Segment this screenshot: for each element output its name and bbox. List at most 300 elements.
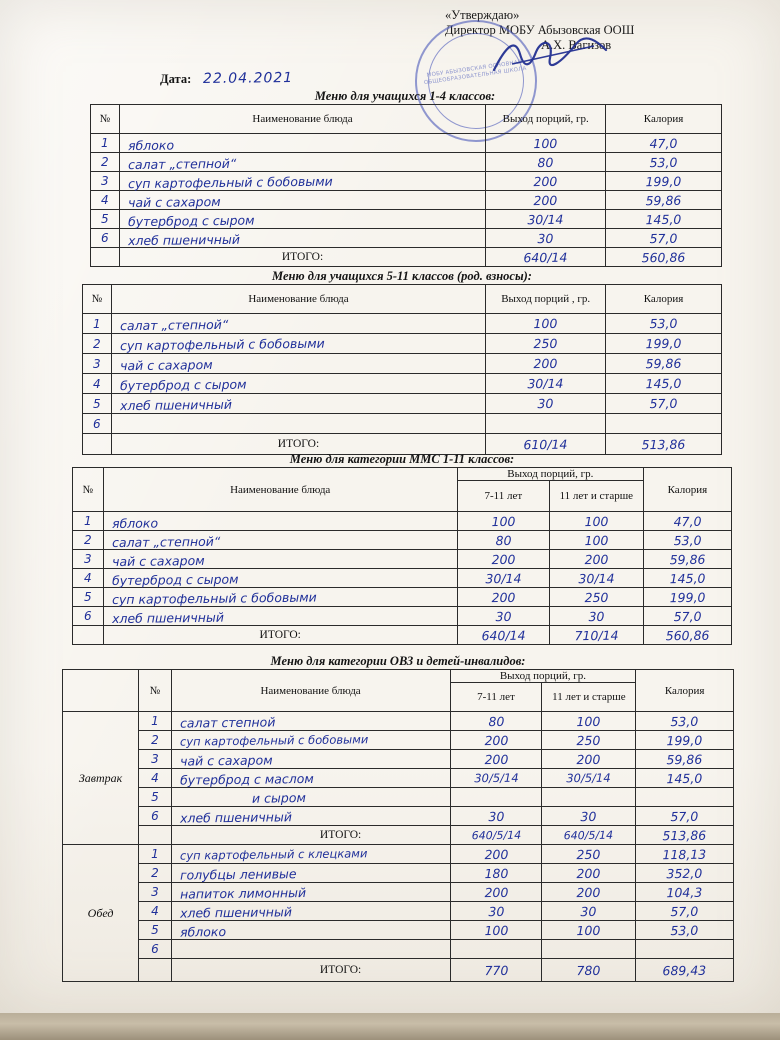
cell-out-text: 30 xyxy=(537,230,554,246)
cell-cal-text: 57,0 xyxy=(649,230,678,246)
cell-dish xyxy=(119,153,486,172)
cell-empty xyxy=(91,248,120,267)
cell-out-1 xyxy=(450,883,542,902)
subcol-11-plus: 11 лет и старше xyxy=(542,683,636,712)
cell-out1-text: 30/14 xyxy=(485,570,522,586)
cell-out-2 xyxy=(542,788,636,807)
cell-no: 6 xyxy=(139,940,171,959)
cell-cal xyxy=(636,750,734,769)
table-4-header-row-1 xyxy=(63,670,734,683)
col-dish: Наименование блюда xyxy=(103,468,457,512)
cell-out-2 xyxy=(542,807,636,826)
table-2-title: Меню для учащихся 5-11 классов (род. взносы): xyxy=(272,269,532,283)
cell-out2-text: 100 xyxy=(584,513,609,529)
col-cal: Калория xyxy=(643,468,731,512)
cell-no: 6 xyxy=(83,414,112,434)
cell-out2-text: 30 xyxy=(580,808,597,824)
approval-line-1: «Утверждаю» xyxy=(445,8,520,22)
total-out-text: 610/14 xyxy=(523,436,568,452)
table-row xyxy=(63,712,734,731)
cell-dish xyxy=(111,374,486,394)
cell-out-2 xyxy=(542,750,636,769)
cell-dish-text: и сыром xyxy=(251,789,306,806)
cell-no: 5 xyxy=(139,788,171,807)
subcol-7-11: 7-11 лет xyxy=(450,683,542,712)
cell-out-1 xyxy=(457,531,549,550)
cell-dish xyxy=(119,134,486,153)
cell-cal xyxy=(606,354,722,374)
cell-out-text: 200 xyxy=(533,173,558,189)
cell-out xyxy=(486,191,606,210)
total-out1-text: 640/5/14 xyxy=(471,828,521,842)
cell-out-2 xyxy=(549,512,643,531)
cell-dish-text: чай с сахаром xyxy=(119,357,213,374)
cell-out2-text: 200 xyxy=(576,865,601,881)
table-row xyxy=(63,750,734,769)
total-out-2 xyxy=(549,626,643,645)
cell-dish xyxy=(171,883,450,902)
cell-out1-text: 80 xyxy=(487,713,505,729)
cell-out-text: 80 xyxy=(537,154,554,170)
cell-out-text: 200 xyxy=(533,192,558,208)
cell-out2-text: 250 xyxy=(576,732,601,748)
cell-cal-text: 145,0 xyxy=(666,770,703,786)
cell-cal xyxy=(606,191,722,210)
approval-line-2: Директор МОБУ Абызовская ООШ xyxy=(445,23,635,37)
cell-dish-text: чай с сахаром xyxy=(111,552,205,569)
cell-cal xyxy=(606,172,722,191)
cell-out2-text: 200 xyxy=(576,884,601,900)
cell-out1-text: 30 xyxy=(487,903,505,919)
cell-no: 1 xyxy=(83,314,112,334)
table-row xyxy=(91,191,722,210)
table-total-row xyxy=(73,626,732,645)
cell-out1-text: 30/5/14 xyxy=(473,770,519,786)
cell-out-1 xyxy=(450,940,542,959)
subcol-11-plus: 11 лет и старше xyxy=(549,481,643,512)
cell-dish-text: суп картофельный с бобовыми xyxy=(119,335,325,354)
cell-dish xyxy=(103,531,457,550)
cell-cal-text: 199,0 xyxy=(645,335,682,352)
cell-no: 3 xyxy=(139,883,171,902)
total-out-1 xyxy=(450,826,542,845)
table-row xyxy=(83,374,722,394)
cell-cal-text xyxy=(636,948,733,949)
cell-dish xyxy=(119,191,486,210)
cell-dish xyxy=(171,807,450,826)
cell-out-text: 200 xyxy=(533,355,558,372)
table-row xyxy=(83,314,722,334)
cell-cal-text: 352,0 xyxy=(666,865,703,881)
cell-dish xyxy=(119,229,486,248)
cell-dish-text: бутерброд с сыром xyxy=(119,376,247,394)
total-out-2 xyxy=(542,959,636,982)
table-1-title: Меню для учащихся 1-4 классов: xyxy=(314,89,496,103)
table-row xyxy=(63,845,734,864)
cell-out-2 xyxy=(542,731,636,750)
col-dish: Наименование блюда xyxy=(119,105,486,134)
table-2-header-row xyxy=(83,285,722,314)
cell-cal xyxy=(636,731,734,750)
cell-cal xyxy=(643,550,731,569)
cell-cal-text: 59,86 xyxy=(645,192,682,208)
cell-dish xyxy=(119,210,486,229)
cell-no: 5 xyxy=(73,588,104,607)
cell-no: 1 xyxy=(91,134,120,153)
cell-dish xyxy=(119,172,486,191)
cell-dish xyxy=(111,414,486,434)
cell-cal-text: 199,0 xyxy=(645,173,682,189)
cell-no: 5 xyxy=(139,921,171,940)
cell-dish-text: чай с сахаром xyxy=(179,751,273,769)
cell-cal xyxy=(636,712,734,731)
cell-out-1 xyxy=(450,902,542,921)
cell-cal-text: 104,3 xyxy=(666,884,703,900)
cell-dish-text: яблоко xyxy=(111,514,158,531)
cell-out-1 xyxy=(457,569,549,588)
cell-no: 3 xyxy=(91,172,120,191)
col-cal: Калория xyxy=(606,105,722,134)
table-row xyxy=(83,334,722,354)
total-out1-text: 640/14 xyxy=(481,627,526,643)
total-out-text: 640/14 xyxy=(523,249,568,265)
total-out1-text: 770 xyxy=(483,962,508,978)
table-3-title: Меню для категории ММС 1-11 классов: xyxy=(289,452,515,466)
cell-out1-text: 100 xyxy=(491,513,516,529)
cell-out-2 xyxy=(542,883,636,902)
cell-out1-text: 200 xyxy=(491,589,516,605)
cell-dish-text: яблоко xyxy=(179,923,226,940)
cell-out-text: 30/14 xyxy=(527,375,564,392)
cell-out xyxy=(486,172,606,191)
cell-out1-text: 200 xyxy=(483,884,508,900)
cell-cal xyxy=(606,394,722,414)
cell-out2-text: 30/5/14 xyxy=(566,770,612,786)
signature-icon xyxy=(490,34,610,78)
cell-out xyxy=(486,374,606,394)
cell-out1-text: 80 xyxy=(495,532,512,548)
table-row xyxy=(73,569,732,588)
cell-dish xyxy=(103,550,457,569)
cell-cal xyxy=(606,414,722,434)
cell-dish-text: хлеб пшеничный xyxy=(127,231,240,248)
total-out2-text: 780 xyxy=(576,962,601,978)
cell-out xyxy=(486,210,606,229)
total-out-1 xyxy=(450,959,542,982)
cell-out1-text xyxy=(451,796,542,797)
cell-dish-text: салат степной xyxy=(179,713,276,731)
cell-dish-text: суп картофельный с клецками xyxy=(179,846,368,863)
cell-cal-text: 118,13 xyxy=(662,846,707,862)
table-row xyxy=(63,788,734,807)
cell-empty xyxy=(139,959,171,982)
total-out-2 xyxy=(542,826,636,845)
table-row xyxy=(63,864,734,883)
cell-dish xyxy=(171,940,450,959)
cell-dish xyxy=(171,921,450,940)
table-row xyxy=(73,588,732,607)
cell-cal xyxy=(636,883,734,902)
cell-cal-text: 199,0 xyxy=(666,732,703,748)
total-cal-text: 560,86 xyxy=(641,249,686,265)
cell-out1-text: 200 xyxy=(483,751,508,767)
cell-out-1 xyxy=(450,712,542,731)
col-dish: Наименование блюда xyxy=(171,670,450,712)
cell-out-text xyxy=(486,423,605,424)
total-cal xyxy=(636,959,734,982)
total-cal-text: 689,43 xyxy=(662,962,707,978)
cell-cal-text: 199,0 xyxy=(669,589,706,605)
total-cal-text: 513,86 xyxy=(641,436,686,452)
table-row xyxy=(91,153,722,172)
cell-out-2 xyxy=(542,712,636,731)
cell-no: 1 xyxy=(139,845,171,864)
cell-dish xyxy=(111,314,486,334)
cell-cal xyxy=(636,807,734,826)
cell-dish xyxy=(171,769,450,788)
col-no: № xyxy=(91,105,120,134)
cell-cal-text: 47,0 xyxy=(649,135,678,151)
total-cal-text: 513,86 xyxy=(662,827,707,843)
table-row xyxy=(63,807,734,826)
cell-out xyxy=(486,334,606,354)
col-cal: Калория xyxy=(606,285,722,314)
cell-cal-text: 53,0 xyxy=(673,532,702,548)
cell-cal-text: 53,0 xyxy=(670,713,699,729)
cell-out-2 xyxy=(542,864,636,883)
cell-out-2 xyxy=(542,921,636,940)
cell-no: 6 xyxy=(139,807,171,826)
cell-no: 4 xyxy=(91,191,120,210)
cell-no: 4 xyxy=(139,769,171,788)
table-row xyxy=(73,550,732,569)
cell-dish xyxy=(171,750,450,769)
col-out: Выход порций, гр. xyxy=(486,105,606,134)
total-label: ИТОГО: xyxy=(119,248,486,267)
cell-out-2 xyxy=(542,940,636,959)
cell-out-1 xyxy=(457,588,549,607)
cell-out xyxy=(486,414,606,434)
cell-no: 5 xyxy=(83,394,112,414)
cell-dish-text: хлеб пшеничный xyxy=(119,396,232,414)
cell-cal-text: 57,0 xyxy=(670,808,699,824)
table-total-row xyxy=(91,248,722,267)
cell-out-text: 100 xyxy=(533,315,558,332)
table-total-row xyxy=(63,959,734,982)
cell-out2-text: 100 xyxy=(584,532,609,548)
cell-cal-text: 47,0 xyxy=(673,513,702,529)
table-row xyxy=(73,607,732,626)
cell-cal-text: 53,0 xyxy=(670,922,699,938)
total-label: ИТОГО: xyxy=(111,434,486,455)
total-out xyxy=(486,248,606,267)
cell-no: 3 xyxy=(139,750,171,769)
cell-dish-text: бутерброд с сыром xyxy=(127,212,255,229)
total-cal xyxy=(643,626,731,645)
cell-cal-text: 59,86 xyxy=(666,751,703,767)
cell-out1-text xyxy=(451,948,542,949)
section-label-lunch: Обед xyxy=(63,845,139,982)
cell-out-text: 30 xyxy=(537,395,554,412)
total-label: ИТОГО: xyxy=(103,626,457,645)
cell-dish xyxy=(171,731,450,750)
cell-cal xyxy=(636,921,734,940)
cell-dish-text: салат „степной“ xyxy=(127,155,237,172)
table-1-header-row xyxy=(91,105,722,134)
cell-out2-text: 250 xyxy=(576,846,601,862)
cell-dish-text: бутерброд с маслом xyxy=(179,770,314,788)
cell-out-2 xyxy=(549,607,643,626)
cell-out1-text: 200 xyxy=(483,846,508,862)
approval-line-3: А.Х. Вагизов xyxy=(541,38,612,52)
cell-cal xyxy=(643,531,731,550)
cell-out-text: 30/14 xyxy=(527,211,564,227)
cell-out xyxy=(486,153,606,172)
cell-cal-text: 145,0 xyxy=(645,211,682,227)
table-total-row xyxy=(63,826,734,845)
cell-cal-text: 145,0 xyxy=(645,375,682,392)
table-row xyxy=(73,512,732,531)
cell-cal xyxy=(636,845,734,864)
cell-cal xyxy=(643,512,731,531)
cell-empty xyxy=(139,826,171,845)
cell-cal xyxy=(606,334,722,354)
cell-dish xyxy=(171,788,450,807)
cell-dish-text: суп картофельный с бобовыми xyxy=(179,732,369,749)
cell-out-2 xyxy=(549,550,643,569)
cell-no: 1 xyxy=(73,512,104,531)
total-label: ИТОГО: xyxy=(171,826,450,845)
table-row xyxy=(63,940,734,959)
cell-out1-text: 200 xyxy=(491,551,516,567)
cell-cal xyxy=(606,374,722,394)
cell-out2-text: 30 xyxy=(580,903,597,919)
cell-dish-text: суп картофельный с бобовыми xyxy=(127,173,333,191)
table-row xyxy=(63,731,734,750)
cell-out-2 xyxy=(549,588,643,607)
cell-dish xyxy=(171,712,450,731)
cell-dish xyxy=(103,512,457,531)
cell-dish-text xyxy=(112,421,485,426)
cell-dish xyxy=(111,354,486,374)
cell-out1-text: 100 xyxy=(483,922,508,938)
cell-cal-text: 57,0 xyxy=(649,395,678,412)
col-no: № xyxy=(83,285,112,314)
table-2 xyxy=(82,284,722,455)
col-out: Выход порций, гр. xyxy=(450,670,636,683)
cell-no: 4 xyxy=(73,569,104,588)
col-cal: Калория xyxy=(636,670,734,712)
total-cal xyxy=(606,248,722,267)
cell-cal xyxy=(643,607,731,626)
cell-cal-text xyxy=(606,423,721,424)
cell-out xyxy=(486,229,606,248)
cell-dish xyxy=(103,588,457,607)
cell-no: 6 xyxy=(73,607,104,626)
cell-dish xyxy=(171,845,450,864)
cell-dish xyxy=(171,902,450,921)
cell-out2-text xyxy=(542,948,635,949)
cell-cal-text: 53,0 xyxy=(649,315,678,332)
cell-cal xyxy=(606,210,722,229)
cell-out2-text: 100 xyxy=(576,922,601,938)
table-row xyxy=(83,354,722,374)
cell-out2-text: 200 xyxy=(584,551,609,567)
cell-empty xyxy=(73,626,104,645)
table-row xyxy=(73,531,732,550)
cell-out-2 xyxy=(549,531,643,550)
cell-no: 3 xyxy=(83,354,112,374)
cell-cal xyxy=(636,940,734,959)
cell-cal xyxy=(643,569,731,588)
cell-no: 2 xyxy=(73,531,104,550)
cell-out-2 xyxy=(542,902,636,921)
date-line xyxy=(160,70,293,88)
cell-out2-text: 30/14 xyxy=(578,570,615,586)
total-cal xyxy=(636,826,734,845)
cell-cal xyxy=(643,588,731,607)
cell-dish-text xyxy=(172,947,450,950)
cell-cal xyxy=(606,153,722,172)
cell-cal xyxy=(636,864,734,883)
table-row xyxy=(91,172,722,191)
cell-dish-text: салат „степной“ xyxy=(119,316,229,334)
cell-dish-text: салат „степной“ xyxy=(111,533,221,550)
cell-cal xyxy=(636,788,734,807)
cell-out-1 xyxy=(450,750,542,769)
cell-out-1 xyxy=(450,769,542,788)
cell-out-1 xyxy=(450,921,542,940)
cell-out-1 xyxy=(450,788,542,807)
cell-out1-text: 180 xyxy=(483,865,508,881)
cell-out2-text: 250 xyxy=(584,589,609,605)
col-no: № xyxy=(73,468,104,512)
cell-out-1 xyxy=(457,512,549,531)
cell-out2-text: 200 xyxy=(576,751,601,767)
cell-out1-text: 30 xyxy=(487,808,505,824)
cell-dish xyxy=(103,569,457,588)
cell-dish-text: хлеб пшеничный xyxy=(179,903,292,921)
table-row xyxy=(83,394,722,414)
cell-out-1 xyxy=(457,607,549,626)
total-out2-text: 710/14 xyxy=(574,627,619,643)
total-label: ИТОГО: xyxy=(171,959,450,982)
cell-no: 2 xyxy=(139,864,171,883)
cell-out xyxy=(486,134,606,153)
table-row xyxy=(63,883,734,902)
cell-cal xyxy=(606,314,722,334)
cell-no: 4 xyxy=(83,374,112,394)
cell-no: 2 xyxy=(91,153,120,172)
cell-no: 1 xyxy=(139,712,171,731)
table-row xyxy=(63,769,734,788)
cell-dish-text: хлеб пшеничный xyxy=(111,609,224,626)
cell-cal xyxy=(636,769,734,788)
cell-out-2 xyxy=(542,845,636,864)
cell-dish xyxy=(111,394,486,414)
cell-cal-text: 57,0 xyxy=(670,903,699,919)
stamp-text: МОБУ АБЫЗОВСКАЯ ОСНОВНАЯ ОБЩЕОБРАЗОВАТЕЛЬНАЯ ШКОЛА xyxy=(423,59,527,87)
cell-out xyxy=(486,314,606,334)
table-row xyxy=(83,414,722,434)
cell-out-1 xyxy=(450,864,542,883)
cell-out-text: 100 xyxy=(533,135,558,151)
cell-out1-text: 200 xyxy=(483,732,508,748)
cell-out-2 xyxy=(549,569,643,588)
cell-dish-text: хлеб пшеничный xyxy=(179,808,292,826)
cell-out-1 xyxy=(450,731,542,750)
cell-cal-text: 145,0 xyxy=(669,570,706,586)
